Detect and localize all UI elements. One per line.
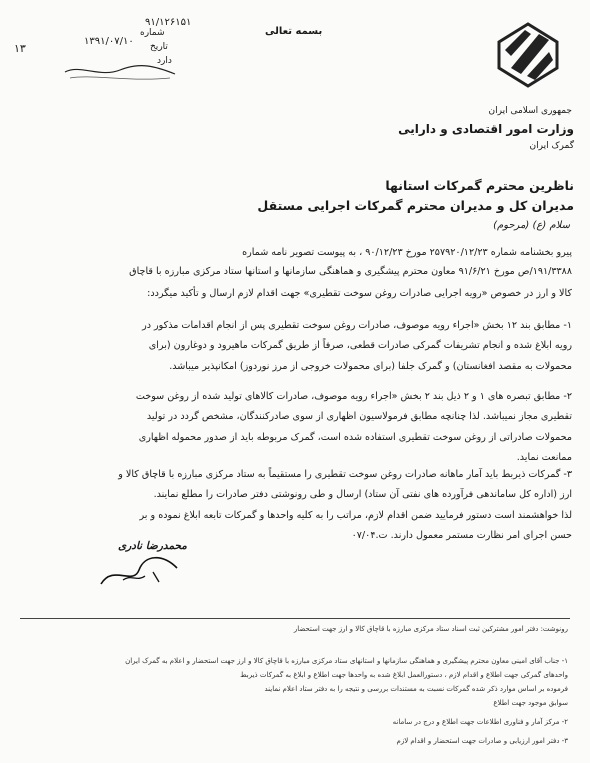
body-line: ۳- گمرکات ذیربط باید آمار ماهانه صادرات روغن سوخت تقطیری را مستقیماً به ستاد مرکزی مبارزه با قاچاق کالا و: [118, 469, 572, 480]
body-line: ۱۹۱/۳۳۸۸/ص مورخ ۹۱/۶/۲۱ معاون محترم پیشگیری و هماهنگی سازمانها و استانها ستاد مرکزی مبارزه با قاچاق: [129, 266, 572, 277]
attachment-label: دارد: [157, 56, 172, 66]
republic-title: جمهوری اسلامی ایران: [488, 106, 572, 116]
body-line: رویه ابلاغ شده و انجام تشریفات گمرکی صادرات قطعی، صرفاً از طریق گمرکات ماهیرود و دوغارون (برای: [148, 340, 572, 351]
body-line: ۲- مطابق تبصره های ۱ و ۲ ذیل بند ۲ بخش «اجراء رویه موصوف، صادرات کالاهای تولید شده از روغن سوخت: [135, 391, 572, 402]
cc-line: فرموده بر اساس موارد ذکر شده گمرکات نسبت به مستندات بررسی و نتیجه را به دفتر ستاد اعلام نمایند: [264, 685, 568, 693]
body-line: ۱- مطابق بند ۱۲ بخش «اجراء رویه موصوف، صادرات روغن سوخت تقطیری پس از انجام اقدامات مذکور در: [142, 320, 572, 331]
customs-title: گمرک ایران: [529, 141, 574, 151]
ministry-title: وزارت امور اقتصادی و دارایی: [398, 122, 574, 136]
customs-logo: [497, 22, 559, 88]
date-label: تاریخ: [150, 42, 168, 52]
cc-line: رونوشت: دفتر امور مشترکین ثبت اسناد ستاد مرکزی مبارزه با قاچاق کالا و ارز جهت استحضار: [293, 625, 568, 633]
cc-line: ۲- مرکز آمار و فناوری اطلاعات جهت اطلاع و درج در سامانه: [392, 718, 568, 726]
divider: [20, 618, 570, 619]
body-line: تقطیری مجاز نمیباشد. لذا چنانچه مطابق فرمولاسیون اظهاری از سوی صادرکنندگان، مشخص گردد در تولید: [146, 411, 572, 422]
corner-mark: ۱۳: [14, 42, 26, 55]
number-label: شماره: [140, 28, 165, 38]
body-line: لذا خواهشمند است دستور فرمایید ضمن اقدام لازم، مراتب را به کلیه واحدها و گمرکات تابعه ابلاغ نموده و بر: [139, 510, 572, 521]
header-stamp-scribble: [60, 58, 180, 84]
addressee-line-2: مدیران کل و مدیران محترم گمرکات اجرایی مستقل: [257, 198, 574, 213]
body-line: کالا و ارز در خصوص «رویه اجرایی صادرات روغن سوخت تقطیری» جهت اقدام لازم ارسال و تأکید میگردد:: [147, 288, 572, 299]
body-line: ممانعت نماید.: [516, 452, 572, 463]
signatory-name: محمدرضا نادری: [118, 540, 187, 552]
body-line: محمولات صادراتی از روغن سوخت تقطیری استفاده شده است، گمرک مربوطه باید از صدور محموله اظهاری: [138, 432, 572, 443]
cc-line: ۳- دفتر امور ارزیابی و صادرات جهت استحضار و اقدام لازم: [396, 737, 568, 745]
letter-number: ۹۱/۱۲۶۱۵۱: [145, 17, 192, 28]
cc-line: ۱- جناب آقای امینی معاون محترم پیشگیری و هماهنگی سازمانها و استانهای ستاد مرکزی مبارزه با قاچاق کالا و ارز جهت استحضار و اعلام به گمرک ایران: [125, 657, 568, 665]
body-line: حسن اجرای امر نظارت مستمر معمول دارند. ت.۰۷/۰۴: [351, 530, 572, 541]
handwritten-reference: سلام (ع) (مرحوم): [493, 220, 570, 231]
letter-date: ۱۳۹۱/۰۷/۱۰: [84, 36, 134, 47]
cc-line: واحدهای گمرکی جهت اطلاع و اقدام لازم ، دستورالعمل ابلاغ شده به واحدها جهت اطلاع و ابلاغ به گمرکات ذیربط: [240, 671, 568, 679]
addressee-line-1: ناظرین محترم گمرکات استانها: [385, 178, 574, 193]
bismillah: بسمه تعالی: [265, 26, 323, 37]
body-line: محمولات به مقصد افغانستان) و گمرک جلفا (برای محمولات خروجی از مرز نوردوز) امکانپذیر میباشد.: [169, 361, 572, 372]
body-line: پیرو بخشنامه شماره ۲۵۷۹۲۰/۱۲/۲۳ مورخ ۹۰/۱۲/۲۳ ، به پیوست تصویر نامه شماره: [242, 247, 572, 258]
body-line: ارز (اداره کل ساماندهی فرآورده های نفتی آن ستاد) ارسال و طی رونوشتی دفتر صادرات را مطلع نمایند.: [153, 489, 572, 500]
cc-line: سوابق موجود جهت اطلاع: [493, 699, 568, 707]
